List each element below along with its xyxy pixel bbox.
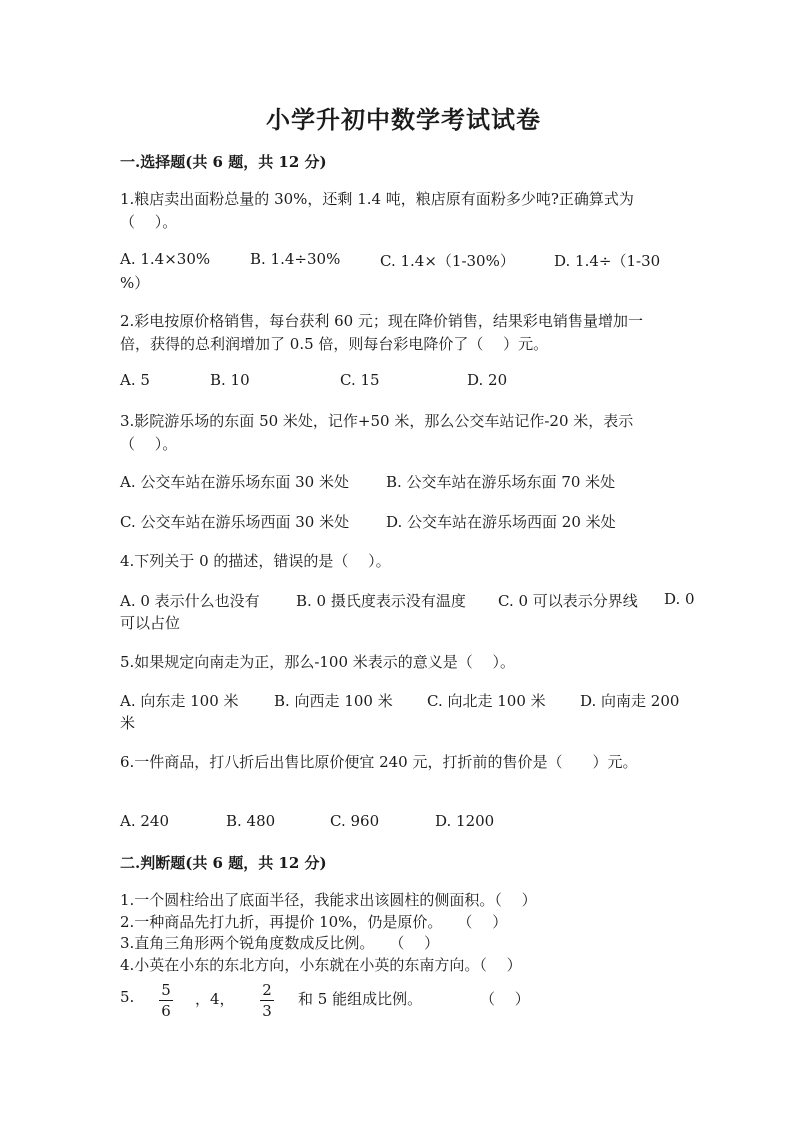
fraction-bar [260, 1000, 274, 1001]
question-6-option-a: A. 240 [120, 812, 169, 830]
judge-item-5-separator: ，4， [195, 990, 235, 1008]
question-3-stem-line1: 3.影院游乐场的东面 50 米处，记作+50 米，那么公交车站记作-20 米，表示 [120, 412, 634, 430]
fraction-numerator: 2 [262, 981, 272, 999]
question-2-stem-line1: 2.彩电按原价格销售，每台获利 60 元；现在降价销售，结果彩电销售量增加一 [120, 312, 643, 330]
question-1-stem-line2: （ ）。 [120, 213, 178, 231]
judge-item-5-answer-paren: （ ） [480, 990, 530, 1008]
question-1-stem-line1: 1.粮店卖出面粉总量的 30%，还剩 1.4 吨，粮店原有面粉多少吨?正确算式为 [120, 190, 634, 208]
judge-item-3: 3.直角三角形两个锐角度数成反比例。 （ ） [120, 934, 440, 952]
judge-item-5-fraction-1 [159, 981, 173, 1020]
question-4-option-b: B. 0 摄氏度表示没有温度 [296, 592, 466, 610]
page-title: 小学升初中数学考试试卷 [266, 105, 541, 134]
fraction-bar [159, 1000, 173, 1001]
question-1-option-a: A. 1.4×30% [120, 250, 211, 268]
question-2-option-a: A. 5 [120, 371, 150, 389]
question-5-option-d-cont: 米 [120, 714, 136, 732]
question-3-option-b: B. 公交车站在游乐场东面 70 米处 [386, 473, 616, 491]
judge-item-5-number: 5. [120, 988, 135, 1006]
section-heading-judge: 二.判断题(共 6 题，共 12 分) [120, 854, 327, 872]
question-4-option-c: C. 0 可以表示分界线 [498, 592, 638, 610]
section-heading-choice: 一.选择题(共 6 题，共 12 分) [120, 153, 327, 171]
fraction-denominator: 6 [161, 1002, 171, 1020]
question-1-option-d: D. 1.4÷（1-30 [554, 252, 661, 270]
question-6-option-d: D. 1200 [435, 812, 495, 830]
question-3-stem-line2: （ ）。 [120, 435, 178, 453]
question-1-option-d-cont: %） [120, 274, 150, 292]
judge-item-2: 2.一种商品先打九折，再提价 10%，仍是原价。 （ ） [120, 913, 508, 931]
fraction-denominator: 3 [262, 1002, 272, 1020]
question-3-option-d: D. 公交车站在游乐场西面 20 米处 [386, 513, 616, 531]
question-2-option-b: B. 10 [210, 371, 250, 389]
judge-item-5-fraction-2 [260, 981, 274, 1020]
question-5-option-c: C. 向北走 100 米 [427, 692, 546, 710]
fraction-numerator: 5 [161, 981, 171, 999]
judge-item-1: 1.一个圆柱给出了底面半径，我能求出该圆柱的侧面积。（ ） [120, 891, 537, 909]
judge-item-4: 4.小英在小东的东北方向，小东就在小英的东南方向。（ ） [120, 956, 522, 974]
question-6-option-c: C. 960 [330, 812, 380, 830]
question-1-option-b: B. 1.4÷30% [250, 250, 341, 268]
question-4-stem: 4.下列关于 0 的描述，错误的是（ ）。 [120, 552, 391, 570]
question-6-option-b: B. 480 [226, 812, 276, 830]
question-5-option-a: A. 向东走 100 米 [120, 692, 239, 710]
question-3-option-a: A. 公交车站在游乐场东面 30 米处 [120, 473, 349, 491]
question-5-stem: 5.如果规定向南走为正，那么-100 米表示的意义是（ ）。 [120, 653, 516, 671]
question-2-stem-line2: 倍，获得的总利润增加了 0.5 倍，则每台彩电降价了（ ）元。 [120, 335, 549, 353]
question-4-option-d-cont: 可以占位 [120, 614, 181, 632]
question-4-option-d: D. 0 [664, 590, 695, 608]
question-5-option-b: B. 向西走 100 米 [274, 692, 393, 710]
question-4-option-a: A. 0 表示什么也没有 [120, 592, 260, 610]
question-3-option-c: C. 公交车站在游乐场西面 30 米处 [120, 513, 350, 531]
question-1-option-c: C. 1.4×（1-30%） [380, 252, 515, 270]
question-6-stem: 6.一件商品，打八折后出售比原价便宜 240 元，打折前的售价是（ ）元。 [120, 753, 638, 771]
question-5-option-d: D. 向南走 200 [580, 692, 680, 710]
judge-item-5-tail: 和 5 能组成比例。 [298, 990, 423, 1008]
question-2-option-c: C. 15 [340, 371, 380, 389]
question-2-option-d: D. 20 [467, 371, 508, 389]
